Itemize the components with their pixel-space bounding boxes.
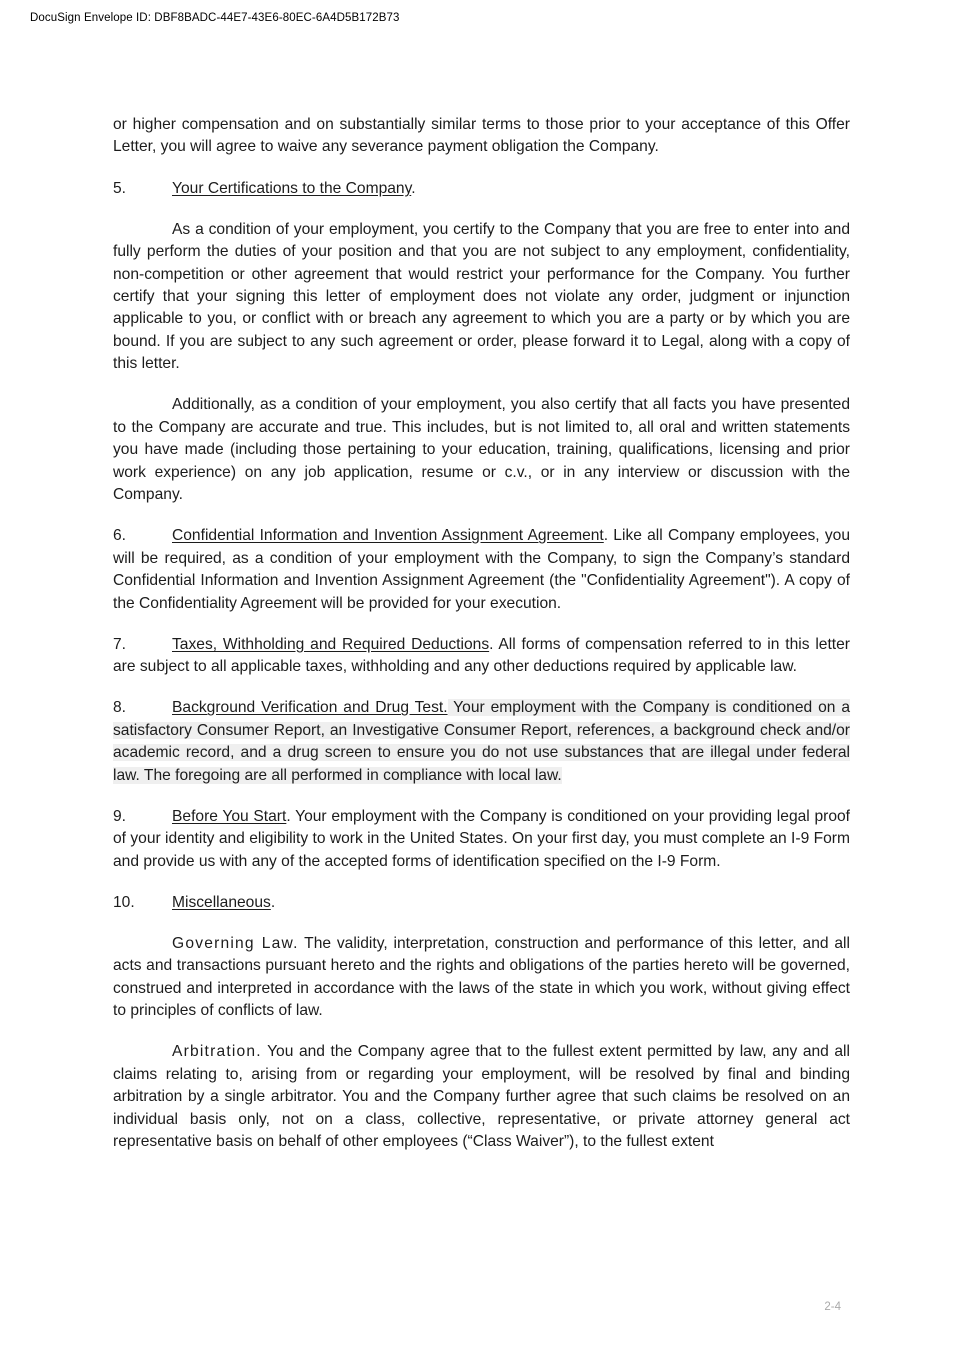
section-number: 5. (113, 179, 127, 197)
section-paragraph (113, 178, 850, 200)
paragraph (113, 933, 850, 1023)
paragraph (113, 1041, 850, 1153)
section-number: 6. (113, 527, 127, 545)
page-number: 2-4 (824, 1301, 841, 1313)
paragraph-text: . All forms of compensation referred to in this letter are subject to all applicable taxes, withholding and any other deductions required by applicable law. (113, 635, 850, 676)
paragraph-text: . (411, 179, 416, 197)
docusign-envelope-id: DocuSign Envelope ID: DBF8BADC-44E7-43E6-80EC-6A4D5B172B73 (30, 12, 400, 24)
section-paragraph (113, 634, 850, 679)
paragraph-text: You and the Company agree that to the fullest extent permitted by law, any and all claims relating to, arising from or regarding your employment, will be resolved by final and binding arbitration by a single arbitrator. You and the Company further agree that such claims be resolved on an individual basis only, not on a class, collective, representative, or private attorney general act representative basis on behalf of other employees (“Class Waiver”), to the fullest extent (113, 1043, 850, 1150)
section-paragraph (113, 525, 850, 615)
section-paragraph (113, 892, 850, 914)
paragraph-text: Your employment with the Company is conditioned on a satisfactory Consumer Report, an Investigative Consumer Report, references, a background check and/or academic record, and a drug screen to ensure you do not use substances that are illegal under federal law. The foregoing are all performed in compliance with local law. (113, 699, 851, 784)
section-number: 10. (113, 893, 135, 911)
section-heading: Confidential Information and Invention Assignment Agreement (172, 527, 604, 545)
paragraph-text: As a condition of your employment, you certify to the Company that you are free to enter into and fully perform the duties of your position and that you are not subject to any employment, confidentiality, non-competition or other agreement that would restrict your performance for the Company. You further certify that your signing this letter of employment does not violate any order, judgment or injunction applicable to you, or conflict with or breach any agreement to which you are a party or by which you are bound. If you are subject to any such agreement or order, please forward it to Legal, along with a copy of this letter. (113, 220, 850, 373)
section-paragraph (113, 806, 850, 873)
paragraph-lead: Governing Law. (172, 934, 299, 952)
paragraph (113, 394, 850, 506)
section-heading: Miscellaneous (172, 893, 271, 911)
section-number: 7. (113, 635, 127, 653)
paragraph-text: The validity, interpretation, construction and performance of this letter, and all acts and transactions pursuant hereto and the rights and obligations of the parties hereto will be governed, construed and interpreted in accordance with the laws of the state in which you work, without giving effect to principles of conflicts of law. (113, 934, 850, 1020)
section-heading: Your Certifications to the Company (172, 179, 412, 197)
paragraph-text: or higher compensation and on substantially similar terms to those prior to your acceptance of this Offer Letter, you will agree to waive any severance payment obligation the Company. (113, 116, 850, 156)
section-paragraph (113, 697, 850, 787)
paragraph-text: . Your employment with the Company is conditioned on your providing legal proof of your identity and eligibility to work in the United States. On your first day, you must complete an I-9 Form and provide us with any of the accepted forms of identification specified on the I-9 Form. (113, 807, 851, 870)
section-number: 9. (113, 807, 127, 825)
section-number: 8. (113, 699, 127, 717)
document-body (113, 114, 850, 1172)
section-heading: Background Verification and Drug Test. (172, 699, 448, 717)
paragraph-text: Additionally, as a condition of your employment, you also certify that all facts you have presented to the Company are accurate and true. This includes, but is not limited to, all oral and written statements you have made (including those pertaining to your education, training, qualifications, licensing and prior work experience) on any job application, resume or c.v., or in any interview or discussion with the Company. (113, 396, 850, 504)
paragraph (113, 219, 850, 376)
section-heading: Taxes, Withholding and Required Deductions (172, 635, 490, 653)
paragraph-text: . Like all Company employees, you will be required, as a condition of your employment with the Company, to sign the Company’s standard Confidential Information and Invention Assignment Agreement (the "Confidentiality Agreement"). A copy of the Confidentiality Agreement will be provided for your execution. (113, 527, 850, 612)
paragraph-text: . (270, 893, 276, 911)
section-heading: Before You Start (172, 807, 287, 825)
paragraph-lead: Arbitration. (172, 1043, 262, 1061)
paragraph (113, 114, 850, 159)
